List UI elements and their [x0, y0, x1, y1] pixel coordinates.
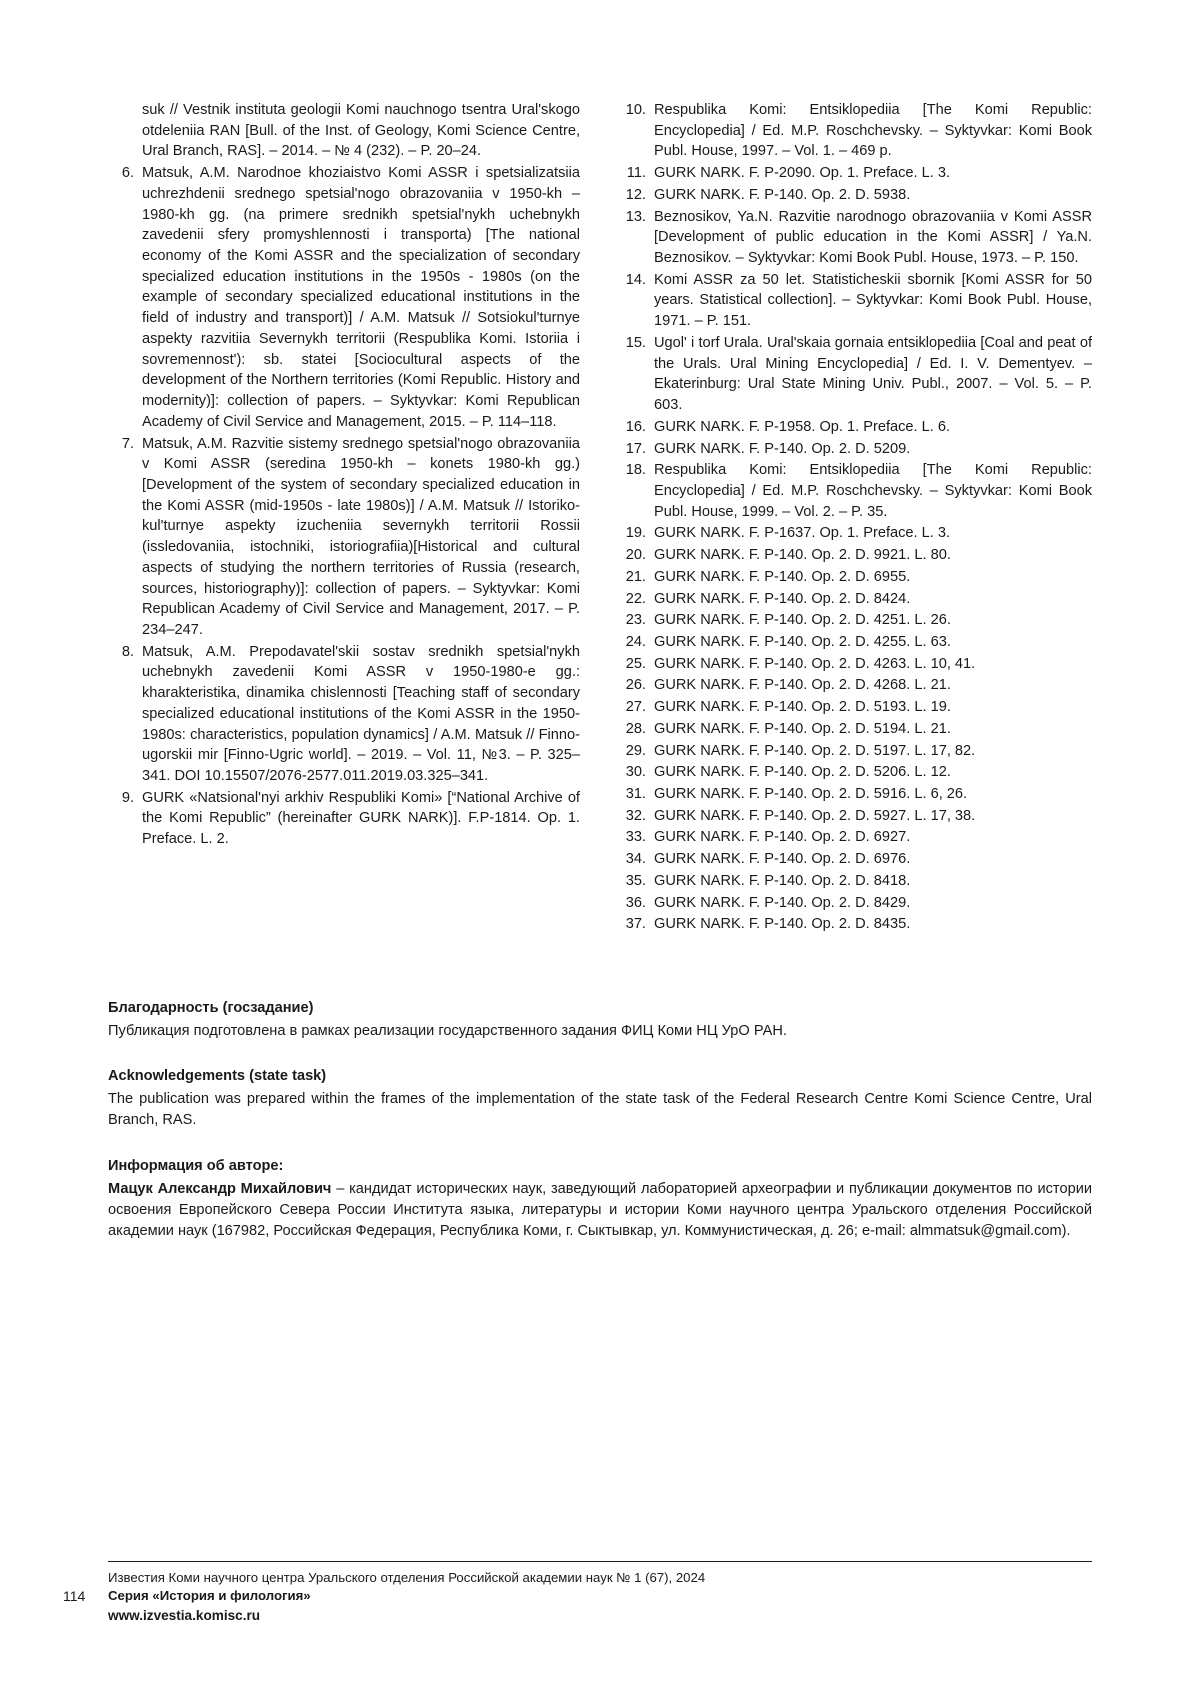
list-item: [108, 100, 580, 162]
list-item: [620, 632, 1092, 653]
reference-text: GURK NARK. F. P-140. Op. 2. D. 5194. L. 21.: [654, 720, 951, 737]
reference-text: Respublika Komi: Entsiklopediia [The Komi Republic: Encyclopedia] / Ed. M.P. Roschchevsky. – Syktyvkar: Komi Book Publ. House, 1997. – Vol. 1. – 469 p.: [654, 102, 1092, 160]
list-item: [620, 417, 1092, 438]
reference-columns: [108, 100, 1092, 936]
list-item: [620, 719, 1092, 740]
reference-text: GURK NARK. F. P-140. Op. 2. D. 9921. L. 80.: [654, 547, 951, 564]
reference-text: GURK NARK. F. P-140. Op. 2. D. 4263. L. 10, 41.: [654, 655, 976, 672]
reference-number: 27.: [625, 699, 646, 716]
list-item: [620, 741, 1092, 762]
author-info-title: Информация об авторе:: [108, 1157, 284, 1174]
reference-number: 33.: [625, 829, 646, 846]
reference-text: GURK NARK. F. P-140. Op. 2. D. 8424.: [654, 590, 911, 607]
reference-number: 36.: [625, 894, 646, 911]
reference-text: Ugol' i torf Urala. Ural'skaia gornaia entsiklopediia [Coal and peat of the Urals. Ural Mining Encyclopedia] / Ed. I. V. Dementyev. – Ekaterinburg: Ural State Mining Univ. Publ., 2007. – Vol. 5. – P. 603.: [654, 334, 1092, 414]
reference-text: GURK NARK. F. P-140. Op. 2. D. 5193. L. 19.: [654, 699, 951, 716]
list-item: [620, 545, 1092, 566]
reference-number: 17.: [625, 440, 646, 457]
reference-number: 22.: [625, 590, 646, 607]
list-item: [620, 163, 1092, 184]
author-description: – кандидат исторических наук, заведующий лабораторией археографии и публикации документов по истории освоения Европейского Севера России Института языка, литературы и истории Коми научного центра Уральского отделения Российской академии наук (167982, Российская Федерация, Республика Коми, г. Сыктывкар, ул. Коммунистическая, д. 26; e-mail: almmatsuk@gmail.com).: [108, 1180, 1092, 1239]
right-column: [620, 100, 1092, 936]
list-item: [620, 697, 1092, 718]
reference-number: 9.: [121, 789, 134, 806]
list-item: [620, 589, 1092, 610]
list-item: [620, 827, 1092, 848]
list-item: [108, 642, 580, 787]
footer-divider: [108, 1561, 1092, 1562]
reference-text: suk // Vestnik instituta geologii Komi nauchnogo tsentra Ural'skogo otdeleniia RAN [Bull. of the Inst. of Geology, Komi Science Centre, Ural Branch, RAS]. – 2014. – № 4 (232). – P. 20–24.: [142, 102, 580, 160]
reference-text: GURK NARK. F. P-140. Op. 2. D. 5206. L. 12.: [654, 764, 951, 781]
list-item: [620, 270, 1092, 332]
list-item: [620, 849, 1092, 870]
reference-text: GURK NARK. F. P-140. Op. 2. D. 4268. L. 21.: [654, 677, 951, 694]
reference-number: 23.: [625, 612, 646, 629]
list-item: [108, 163, 580, 432]
reference-number: 6.: [121, 165, 134, 182]
acknowledgement-ru-title: Благодарность (госзадание): [108, 1000, 314, 1017]
list-item: [620, 893, 1092, 914]
list-item: [620, 762, 1092, 783]
reference-text: GURK NARK. F. P-140. Op. 2. D. 8435.: [654, 916, 911, 933]
list-item: [620, 610, 1092, 631]
reference-text: GURK NARK. F. P-140. Op. 2. D. 4255. L. 63.: [654, 633, 951, 650]
list-item: [620, 185, 1092, 206]
reference-number: 25.: [625, 655, 646, 672]
reference-number: 19.: [625, 525, 646, 542]
list-item: [620, 806, 1092, 827]
reference-text: Matsuk, A.M. Prepodavatel'skii sostav srednikh spetsial'nykh uchebnykh zavedenii Komi ASSR v 1950-1980-e gg.: kharakteristika, dinamika chislennosti [Teaching staff of secondary specialized educational institutions of the Komi ASSR in the 1950-1980s: characteristics, population dynamics] / A.M. Matsuk // Finno-ugorskii mir [Finno-Ugric world]. – 2019. – Vol. 11, №3. – P. 325–341. DOI 10.15507/2076-2577.011.2019.03.325–341.: [142, 643, 580, 784]
reference-text: GURK NARK. F. P-2090. Op. 1. Preface. L. 3.: [654, 165, 951, 182]
reference-number: 11.: [626, 165, 646, 182]
footer-site-line[interactable]: www.izvestia.komisc.ru: [108, 1607, 261, 1623]
reference-number: 30.: [625, 764, 646, 781]
reference-text: Respublika Komi: Entsiklopediia [The Komi Republic: Encyclopedia] / Ed. M.P. Roschchevsky. – Syktyvkar: Komi Book Publ. House, 1999. – Vol. 2. – P. 35.: [654, 462, 1092, 520]
reference-list-left: [108, 100, 580, 850]
list-item: [620, 333, 1092, 416]
list-item: [620, 523, 1092, 544]
reference-text: GURK NARK. F. P-140. Op. 2. D. 5209.: [654, 440, 911, 457]
reference-text: GURK NARK. F. P-140. Op. 2. D. 8429.: [654, 894, 911, 911]
reference-number: 18.: [625, 462, 646, 479]
list-item: [620, 100, 1092, 162]
page-footer: [63, 1561, 1092, 1625]
list-item: [108, 434, 580, 641]
reference-number: 14.: [625, 271, 646, 288]
reference-text: GURK NARK. F. P-140. Op. 2. D. 8418.: [654, 872, 911, 889]
reference-number: 10.: [625, 102, 646, 118]
reference-number: 7.: [121, 435, 134, 452]
list-item: [620, 460, 1092, 522]
reference-text: GURK NARK. F. P-140. Op. 2. D. 6976.: [654, 851, 911, 868]
list-item: [620, 567, 1092, 588]
reference-number: 12.: [625, 186, 646, 203]
reference-number: 16.: [625, 418, 646, 435]
reference-number: 21.: [625, 568, 646, 585]
list-item: [620, 654, 1092, 675]
reference-number: 37.: [625, 916, 646, 933]
reference-number: 35.: [625, 872, 646, 889]
acknowledgement-en-body: The publication was prepared within the frames of the implementation of the state task of the Federal Research Centre Komi Science Centre, Ural Branch, RAS.: [108, 1091, 1092, 1129]
left-column: [108, 100, 580, 936]
list-item: [620, 675, 1092, 696]
reference-text: Matsuk, A.M. Razvitie sistemy srednego spetsial'nogo obrazovaniia v Komi ASSR (seredina 1950-kh – konets 1980-kh gg.) [Development of the system of secondary specialized education in the Komi ASSR (mid-1950s - late 1980s)] / A.M. Matsuk // Istoriko-kul'turnye aspekty izucheniia severnykh territorii Rossii (issledovaniia, istochniki, istoriografiia)[Historical and cultural aspects of studying the northern territories of Russia (research, sources, historiography)]: collection of papers. – Syktyvkar: Komi Republican Academy of Civil Service and Management, 2017. – P. 234–247.: [142, 435, 580, 638]
acknowledgement-en-title: Acknowledgements (state task): [108, 1068, 327, 1085]
reference-number: 31.: [625, 786, 646, 802]
page-number: 114: [63, 1588, 86, 1604]
reference-text: GURK NARK. F. P-140. Op. 2. D. 5927. L. 17, 38.: [654, 807, 976, 824]
list-item: [620, 871, 1092, 892]
reference-number: 32.: [625, 807, 646, 824]
list-item: [620, 439, 1092, 460]
reference-number: 26.: [625, 677, 646, 694]
list-item: [108, 788, 580, 850]
reference-text: GURK «Natsional'nyi arkhiv Respubliki Komi» [“National Archive of the Komi Republic” (hereinafter GURK NARK)]. F.P-1814. Op. 1. Preface. L. 2.: [142, 789, 580, 848]
reference-number: 8.: [121, 643, 134, 660]
reference-text: GURK NARK. F. P-140. Op. 2. D. 5197. L. 17, 82.: [654, 742, 976, 759]
reference-number: 34.: [625, 851, 646, 868]
reference-text: GURK NARK. F. P-1637. Op. 1. Preface. L. 3.: [654, 525, 951, 542]
reference-text: GURK NARK. F. P-140. Op. 2. D. 6927.: [654, 829, 911, 846]
reference-text: GURK NARK. F. P-140. Op. 2. D. 5916. L. 6, 26.: [654, 786, 968, 802]
reference-list-right: [620, 100, 1092, 935]
reference-number: 15.: [625, 334, 646, 351]
reference-number: 24.: [625, 633, 646, 650]
reference-number: 20.: [625, 547, 646, 564]
list-item: [620, 914, 1092, 935]
reference-number: 13.: [625, 208, 646, 225]
footer-series-line: Серия «История и филология»: [108, 1587, 311, 1603]
reference-text: GURK NARK. F. P-140. Op. 2. D. 5938.: [654, 186, 911, 203]
reference-text: Beznosikov, Ya.N. Razvitie narodnogo obrazovaniia v Komi ASSR [Development of public education in the Komi ASSR] / Ya.N. Beznosikov. – Syktyvkar: Komi Book Publ. House, 1973. – P. 150.: [654, 208, 1092, 267]
reference-text: GURK NARK. F. P-140. Op. 2. D. 6955.: [654, 568, 911, 585]
author-info-body: [108, 1179, 1092, 1242]
list-item: [620, 784, 1092, 805]
acknowledgement-ru-body: Публикация подготовлена в рамках реализации государственного задания ФИЦ Коми НЦ УрО РАН.: [108, 1023, 787, 1040]
reference-text: Komi ASSR za 50 let. Statisticheskii sbornik [Komi ASSR for 50 years. Statistical collection]. – Syktyvkar: Komi Book Publ. House, 1971. – P. 151.: [654, 271, 1092, 330]
author-name: Мацук Александр Михайлович: [108, 1180, 332, 1197]
reference-number: 28.: [625, 720, 646, 737]
reference-text: GURK NARK. F. P-1958. Op. 1. Preface. L. 6.: [654, 418, 951, 435]
footer-journal-line: Известия Коми научного центра Уральского отделения Российской академии наук № 1 (67), 2024: [108, 1570, 706, 1585]
page-content: [108, 100, 1092, 1242]
reference-text: Matsuk, A.M. Narodnoe khoziaistvo Komi ASSR i spetsializatsiia uchrezhdenii srednego spetsial'nogo obrazovaniia v 1950-kh – 1980-kh gg. (na primere srednikh spetsial'nykh uchebnykh zavedenii sfery promyshlennosti i transporta) [The national economy of the Komi ASSR and the specialization of secondary specialized education institutions in the 1950s - 1980s (on the example of secondary specialized educational institutions in the field of industry and transport)] / A.M. Matsuk // Sotsiokul'turnye aspekty razvitiia Severnykh territorii (Respublika Komi. Istoriia i sovremennost'): sb. statei [Sociocultural aspects of the development of the Northern territories (Komi Republic. History and modernity)]: collection of papers. – Syktyvkar: Komi Republican Academy of Civil Service and Management, 2015. – P. 114–118.: [142, 165, 580, 430]
back-matter: [108, 1000, 1092, 1242]
list-item: [620, 207, 1092, 269]
reference-text: GURK NARK. F. P-140. Op. 2. D. 4251. L. 26.: [654, 612, 951, 629]
reference-number: 29.: [625, 742, 646, 759]
